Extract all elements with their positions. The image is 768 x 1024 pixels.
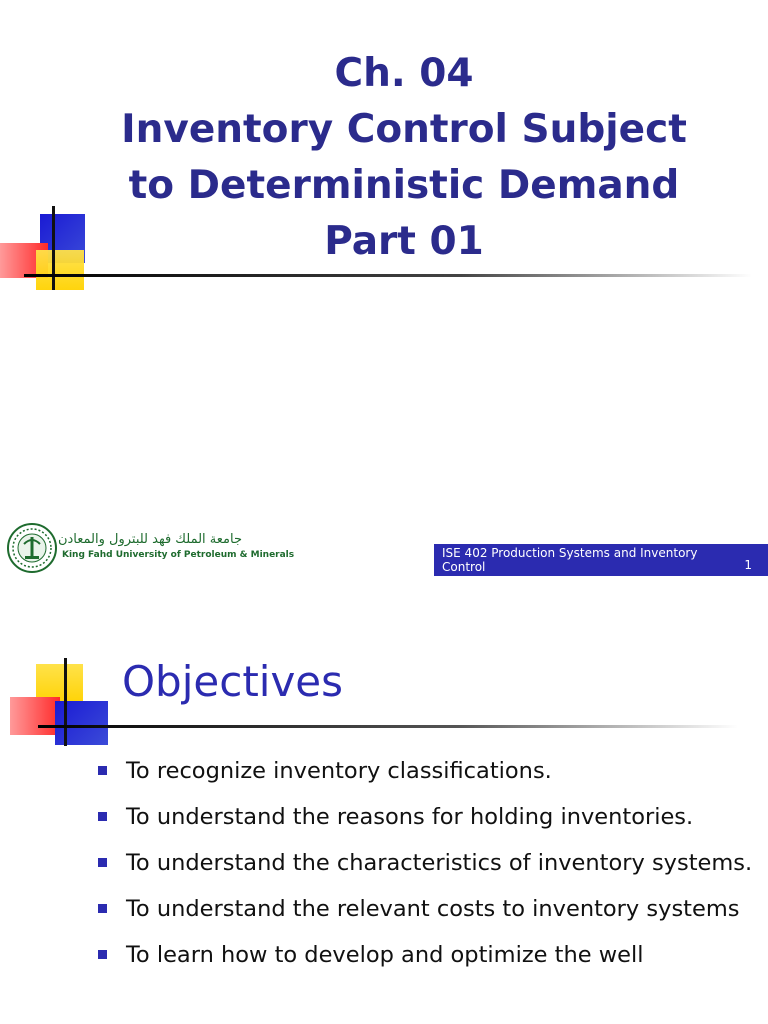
university-logo [6, 522, 295, 578]
title-line: Part 01 [324, 219, 484, 264]
title-line: to Deterministic Demand [128, 163, 680, 208]
square-bullet-icon [98, 950, 107, 959]
list-item [98, 892, 758, 926]
square-bullet-icon [98, 812, 107, 821]
title-line: Inventory Control Subject [121, 107, 687, 152]
list-item-text: To learn how to develop and optimize the well [126, 942, 644, 968]
list-item-text: To understand the characteristics of inventory systems. [126, 850, 753, 876]
decor-red-square [10, 697, 60, 735]
list-item [98, 846, 758, 880]
list-item-text: To recognize inventory classifications. [126, 758, 552, 784]
decor-horizontal-rule [38, 725, 738, 728]
logo-english-text: King Fahd University of Petroleum & Minerals [62, 550, 295, 560]
footer-bar [434, 544, 768, 576]
list-item-text: To understand the reasons for holding inventories. [126, 804, 694, 830]
square-bullet-icon [98, 766, 107, 775]
slide-title [40, 46, 768, 270]
course-name: ISE 402 Production Systems and Inventory Control [442, 546, 698, 574]
decor-blue-square [55, 701, 108, 745]
logo-arabic-text: جامعة الملك فهد للبترول والمعادن [57, 532, 242, 547]
square-bullet-icon [98, 904, 107, 913]
list-item [98, 938, 758, 972]
slide-title: Objectives [122, 657, 344, 706]
objectives-list [98, 754, 758, 984]
title-line: Ch. 04 [334, 51, 474, 96]
list-item [98, 754, 758, 788]
objectives-slide [0, 600, 768, 1024]
list-item-text: To understand the relevant costs to inventory systems [126, 896, 740, 922]
slide-number: 1 [744, 558, 752, 572]
decor-horizontal-rule [24, 274, 752, 277]
decor-vertical-line [64, 658, 67, 746]
square-bullet-icon [98, 858, 107, 867]
university-seal-icon [6, 522, 58, 574]
list-item [98, 800, 758, 834]
